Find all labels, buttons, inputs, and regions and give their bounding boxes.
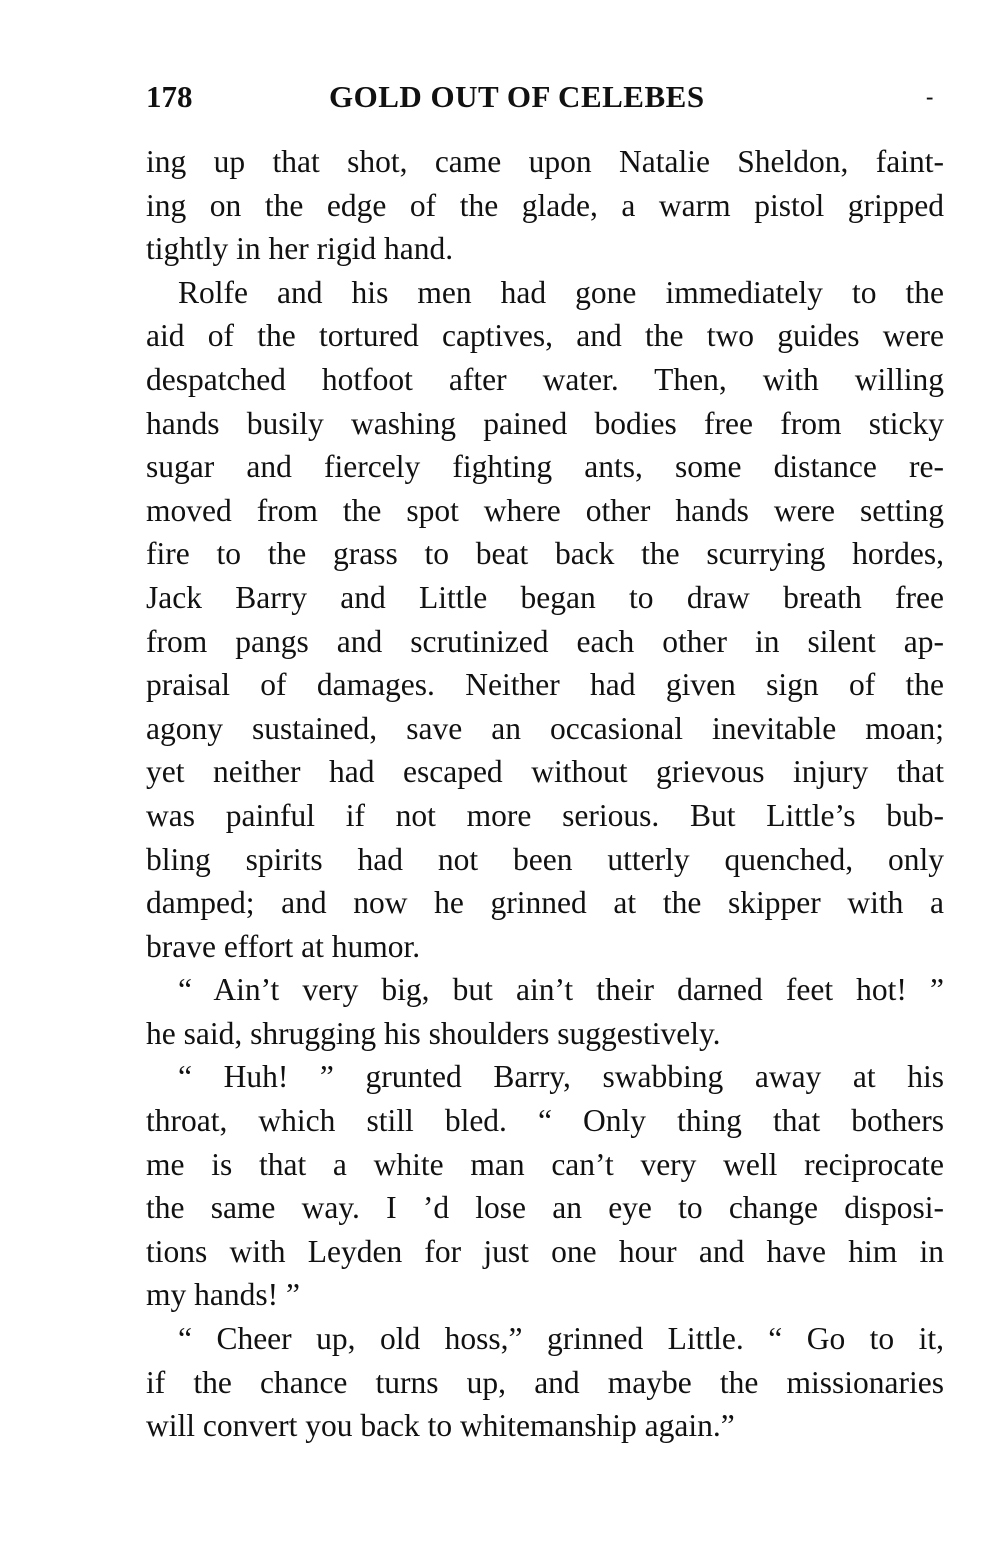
header-mark: - xyxy=(926,84,934,109)
running-title: GOLD OUT OF CELEBES xyxy=(329,79,705,114)
text-line: yet neither had escaped without grievous injury that xyxy=(146,754,944,790)
text-line: bling spirits had not been utterly quenched, only xyxy=(146,841,944,877)
page-header xyxy=(146,72,946,122)
body-text xyxy=(146,140,944,1448)
text-line: will convert you back to whitemanship again.” xyxy=(146,1408,735,1444)
text-line: ing on the edge of the glade, a warm pistol gripped xyxy=(146,187,944,223)
text-line: tightly in her rigid hand. xyxy=(146,231,454,267)
text-line: was painful if not more serious. But Little’s bub- xyxy=(146,797,944,833)
text-line: praisal of damages. Neither had given sign of the xyxy=(146,667,944,703)
text-line: moved from the spot where other hands were setting xyxy=(146,492,944,528)
text-line: aid of the tortured captives, and the two guides were xyxy=(146,318,944,354)
text-line: agony sustained, save an occasional inevitable moan; xyxy=(146,710,944,746)
text-line: throat, which still bled. “ Only thing that bothers xyxy=(146,1103,944,1139)
text-line: me is that a white man can’t very well reciprocate xyxy=(146,1146,944,1182)
text-line: from pangs and scrutinized each other in silent ap- xyxy=(146,623,944,659)
text-line: sugar and fiercely fighting ants, some distance re- xyxy=(146,449,944,485)
text-line: ing up that shot, came upon Natalie Sheldon, faint- xyxy=(146,144,944,179)
text-line: “ Ain’t very big, but ain’t their darned feet hot! ” xyxy=(178,972,944,1008)
text-line: Jack Barry and Little began to draw breath free xyxy=(146,579,944,615)
text-line: “ Cheer up, old hoss,” grinned Little. “ Go to it, xyxy=(178,1321,944,1357)
text-line: hands busily washing pained bodies free from sticky xyxy=(146,405,944,441)
text-line: damped; and now he grinned at the skipper with a xyxy=(146,885,944,921)
text-line: fire to the grass to beat back the scurrying hordes, xyxy=(146,536,944,572)
text-line: he said, shrugging his shoulders suggestively. xyxy=(146,1015,721,1051)
text-line: tions with Leyden for just one hour and have him in xyxy=(146,1233,944,1269)
text-line: brave effort at humor. xyxy=(146,928,421,964)
text-line: despatched hotfoot after water. Then, with willing xyxy=(146,361,944,397)
text-line: if the chance turns up, and maybe the missionaries xyxy=(146,1364,944,1400)
text-line: “ Huh! ” grunted Barry, swabbing away at his xyxy=(178,1059,944,1095)
text-line: the same way. I ’d lose an eye to change disposi- xyxy=(146,1190,944,1226)
text-line: Rolfe and his men had gone immediately to the xyxy=(178,274,944,310)
text-line: my hands! ” xyxy=(146,1277,300,1313)
page-number: 178 xyxy=(146,79,193,114)
